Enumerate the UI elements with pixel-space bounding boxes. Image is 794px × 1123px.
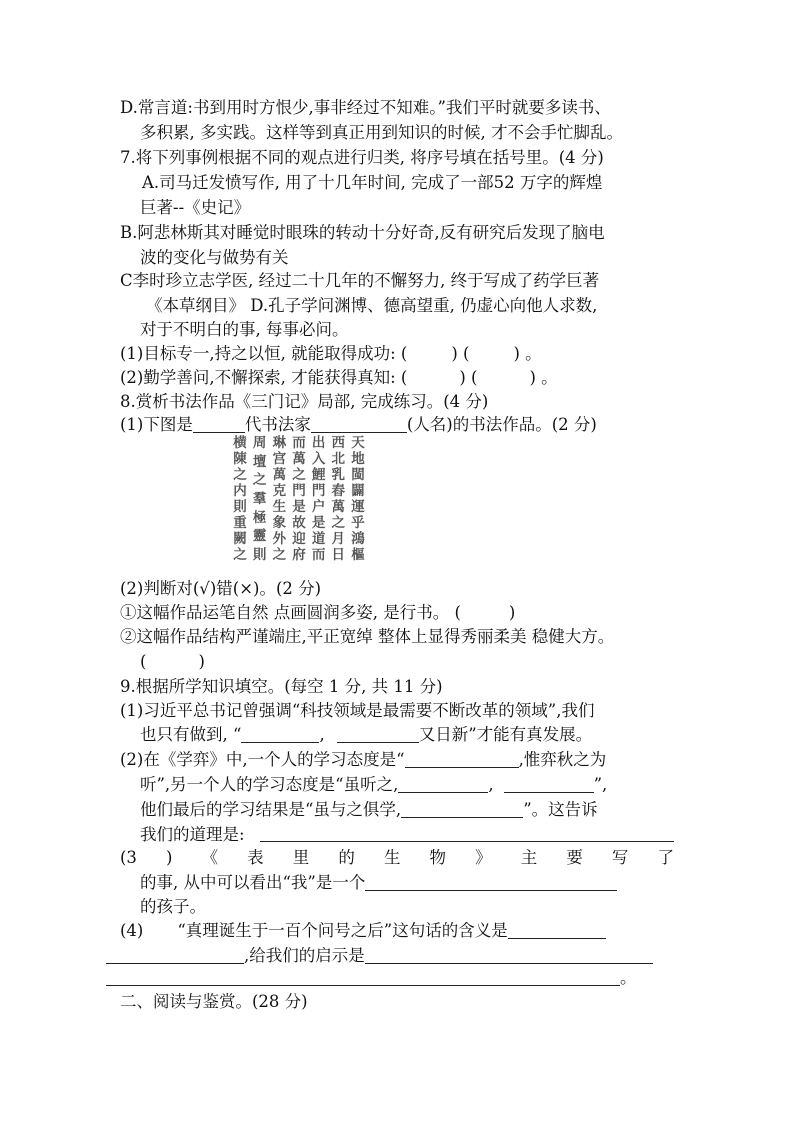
q7-sub1 [120,342,542,366]
calligraphy-glyph: 琳 [272,435,287,451]
q9-part3-line2 [140,871,617,895]
calligraphy-glyph: 之 [272,547,287,563]
calligraphy-glyph: 之 [233,547,247,563]
q9-part2-line4: 我们的道理是: [140,825,245,844]
calligraphy-glyph: 門 [311,483,326,499]
calligraphy-glyph: 外 [272,531,287,547]
q9-part3-char: 了 [657,848,674,867]
calligraphy-glyph: 户 [311,499,326,515]
q9-part3-char: 的 [338,848,355,867]
calligraphy-column [232,435,248,563]
calligraphy-glyph: 地 [351,451,365,467]
calligraphy-glyph: 樞 [351,547,365,563]
calligraphy-glyph: 周 [252,435,267,451]
q8-part2-item1-text: ①这幅作品运笔自然 点画圆润多姿, 是行书。 ( [120,603,461,622]
calligraphy-glyph: 萬 [292,451,306,467]
calligraphy-glyph: 重 [233,515,247,531]
q9-blank-4[interactable] [398,774,488,793]
q7-sub2-end: ) 。 [529,368,558,387]
calligraphy-glyph: 象 [272,515,287,531]
q9-part2-line1 [120,748,606,772]
q9-blank-7[interactable] [260,841,674,842]
q9-part4-line3 [106,966,637,990]
q7-option-c-line1: C李时珍立志学医, 经过二十几年的不懈努力, 终于写成了药学巨著 [120,271,600,290]
q7-option-d-line3: 对于不明白的事, 每事必问。 [140,320,349,339]
q9-part4-d: 。 [620,968,637,987]
q9-blank-1[interactable] [241,724,319,743]
calligraphy-glyph: 故 [292,515,306,531]
calligraphy-glyph: 舂 [331,483,346,499]
q8-part2-item1-end: ) [508,603,516,622]
q9-part2-line2 [140,773,607,797]
q7-sub2 [120,366,558,390]
q9-part1-c: , [319,725,325,744]
q9-part1-d: 又日新”才能有真发展。 [418,725,593,744]
q9-part4-b: “真理诞生于一百个问号之后”这句话的含义是 [177,921,508,940]
q9-part3-char: 《 [201,848,219,867]
calligraphy-glyph: 而 [311,547,326,563]
q8-part2-item2-close: ) [198,652,205,671]
calligraphy-glyph: 則 [233,499,247,515]
q7-option-b-line2: 波的变化与做势有关 [140,248,289,267]
q9-part1-b: 也只有做到, “ [140,725,242,744]
q9-part3-char: 写 [611,848,629,867]
q8-dynasty-blank[interactable] [193,414,245,433]
q9-part1-line1: (1)习近平总书记曾强调“科技领域是最需要不断改革的领域”,我们 [120,701,595,720]
calligraphy-glyph: 而 [292,435,306,451]
q9-part3-char: 里 [292,848,310,867]
calligraphy-column [271,435,287,563]
q9-part4-c: ,给我们的启示是 [244,946,365,965]
calligraphy-glyph: 壇 [252,453,267,470]
q8-part1-c: (人名)的书法作品。(2 分) [406,415,597,434]
q9-blank-11[interactable] [365,945,653,964]
calligraphy-glyph: 之 [252,472,267,489]
calligraphy-glyph: 之 [292,467,306,483]
q7-option-b-line1: B.阿悲林斯其对睡觉时眼珠的转动十分好奇,反有研究后发现了脑电 [120,223,605,242]
q9-part3-char: 生 [383,848,401,867]
q9-part2-b: ,惟弈秋之为 [518,750,607,769]
q9-blank-2[interactable] [337,724,419,743]
q9-part3-line3: 的孩子。 [140,897,206,916]
q8-part2-item1 [120,601,515,625]
q9-part2-line3 [140,798,598,822]
q6d-line1: D.常言道:书到用时方恨少,事非经过不知难。”我们平时就要多读书、 [120,98,611,117]
q7-sub2-text: (2)勤学善问,不懈探索, 才能获得真知: ( [120,368,408,387]
calligraphy-glyph: 入 [311,451,326,467]
section2-title: 二、阅读与鉴赏。(28 分) [120,992,308,1011]
q9-part1-line2 [140,723,592,747]
calligraphy-glyph: 出 [311,435,326,451]
q9-blank-8[interactable] [365,872,617,891]
calligraphy-glyph: 乎 [351,515,365,531]
calligraphy-glyph: 克 [272,483,287,499]
q8-part2-item2-paren [140,650,205,674]
q9-blank-9[interactable] [508,920,606,939]
calligraphy-glyph: 生 [272,499,287,515]
calligraphy-glyph: 羣 [252,490,267,507]
q8-part1-b: 代书法家 [244,415,311,434]
q7-sub1-end: ) 。 [513,344,542,363]
calligraphy-glyph: 靈 [252,528,267,545]
calligraphy-glyph: 内 [233,483,247,499]
calligraphy-glyph: 極 [252,509,267,526]
q7-stem: 7.将下列事例根据不同的观点进行归类, 将序号填在括号里。(4 分) [120,148,604,167]
calligraphy-glyph: 宫 [272,451,287,467]
q9-part2-d: , [488,775,494,794]
calligraphy-glyph: 是 [311,515,326,531]
calligraphy-glyph: 門 [292,483,306,499]
calligraphy-glyph: 横 [233,435,247,451]
calligraphy-glyph: 月 [331,531,346,547]
q9-part2-g: ”。这告诉 [523,800,598,819]
q9-stem: 9.根据所学知识填空。(每空 1 分, 共 11 分) [120,677,443,696]
calligraphy-column [330,435,346,563]
calligraphy-glyph: 則 [252,546,267,563]
q6d-line2: 多积累, 多实践。这样等到真正用到知识的时候, 才不会手忙脚乱。 [140,123,623,142]
calligraphy-glyph: 天 [351,435,365,451]
calligraphy-column [350,435,366,563]
q9-part3-char: 表 [247,848,264,867]
q9-part3-b: 的事, 从中可以看出“我”是一个 [140,873,366,892]
q8-calligrapher-blank[interactable] [311,414,407,433]
q9-part2-e: ”, [593,775,608,794]
calligraphy-glyph: 闢 [351,483,365,499]
calligraphy-glyph: 乳 [331,467,346,483]
q7-option-a-line2: 巨著--《史记》 [140,198,251,217]
calligraphy-glyph: 府 [292,547,306,563]
calligraphy-column [252,435,268,563]
calligraphy-glyph: 日 [331,547,346,563]
q9-part3-char: 物 [429,848,447,867]
q9-part3-char: (3 [120,848,137,867]
q9-part2-a: (2)在《学弈》中,一个人的学习态度是“ [120,750,405,769]
calligraphy-glyph: 萬 [331,499,346,515]
calligraphy-glyph: 北 [331,451,346,467]
q9-part4-a: (4) [120,921,144,940]
q9-part3-char: 》 [475,848,492,867]
calligraphy-column [291,435,307,563]
calligraphy-image [232,435,366,563]
calligraphy-column [311,435,327,563]
q8-part1 [120,413,597,437]
q8-stem: 8.赏析书法作品《三门记》局部, 完成练习。(4 分) [120,392,489,411]
calligraphy-glyph: 道 [311,531,326,547]
q8-part2-item2-open: ( [140,652,147,671]
calligraphy-glyph: 鴻 [351,531,365,547]
q7-sub1-mid: ) ( [451,344,470,363]
calligraphy-glyph: 陳 [233,451,247,467]
q7-option-a-line1: A.司马迁发愤写作, 用了十几年时间, 完成了一部52 万字的辉煌 [142,173,603,192]
calligraphy-glyph: 萬 [272,467,287,483]
calligraphy-glyph: 闕 [233,531,247,547]
q9-part4-line1 [120,919,606,943]
q9-part3-char: ) [166,848,173,867]
q7-option-cd-line2: 《本草纲目》 D.孔子学问渊博、德高望重, 仍虚心向他人求数, [146,296,598,315]
q8-part2-stem: (2)判断对(√)错(×)。(2 分) [120,579,322,598]
q9-part3-char: 要 [566,848,583,867]
q9-blank-5[interactable] [504,774,594,793]
q9-blank-3[interactable] [405,749,519,768]
q9-blank-6[interactable] [401,799,523,818]
calligraphy-glyph: 是 [292,499,306,515]
q9-part4-line2 [106,944,653,968]
calligraphy-glyph: 閩 [351,467,365,483]
q9-blank-12[interactable] [106,967,620,986]
q7-sub2-mid: ) ( [459,368,478,387]
calligraphy-glyph: 鯉 [311,467,326,483]
q9-blank-10[interactable] [106,945,244,964]
q7-sub1-text: (1)目标专一,持之以恒, 就能取得成功: ( [120,344,408,363]
q9-part2-f: 他们最后的学习结果是“虽与之俱学, [140,800,402,819]
q9-part2-c: 听”,另一个人的学习态度是“虽听之, [140,775,399,794]
q8-part2-item2: ②这幅作品结构严谨端庄,平正宽绰 整体上显得秀丽柔美 稳健大方。 [120,627,615,646]
q9-part3-char: 主 [520,848,538,867]
calligraphy-glyph: 運 [351,499,365,515]
calligraphy-glyph: 之 [233,467,247,483]
calligraphy-glyph: 之 [331,515,346,531]
calligraphy-glyph: 西 [331,435,346,451]
q9-part3-line1 [120,846,674,870]
q8-part1-a: (1)下图是 [120,415,193,434]
calligraphy-glyph: 迎 [292,531,306,547]
